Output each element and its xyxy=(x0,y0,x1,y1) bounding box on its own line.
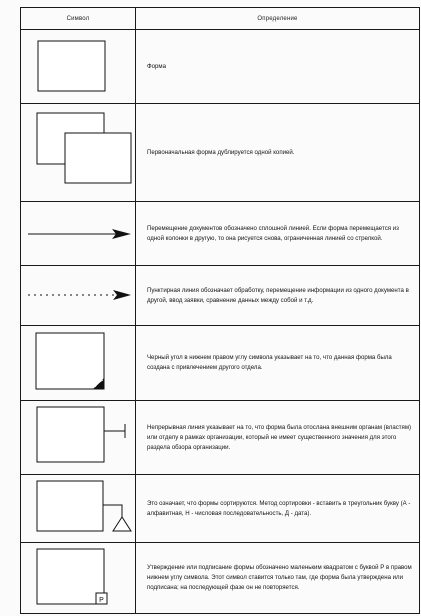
description-cell: Форма xyxy=(136,30,420,104)
table-row xyxy=(21,543,420,614)
external-line-form-icon xyxy=(21,401,135,474)
table-row xyxy=(21,30,420,104)
description-cell: Черный угол в нижнем правом углу символа указывает на то, что данная форма была создана с привлечением другого отдела. xyxy=(136,326,420,401)
description-cell: Первоначальная форма дублируется одной копией. xyxy=(136,104,420,202)
header-definition: Определение xyxy=(136,8,420,30)
table-row xyxy=(21,326,420,401)
description-cell: Это означает, что формы сортируются. Метод сортировки - вставить в треугольник букву (А - алфавитная, Н - числовая последовательность, Д - дата). xyxy=(136,475,420,543)
description-cell: Перемещение документов обозначено сплошной линией. Если форма перемещается из одной колонки в другую, то она рисуется снова, ограниченная линией со стрелкой. xyxy=(136,202,420,266)
solid-arrow-icon xyxy=(21,202,135,265)
form-symbol-icon xyxy=(21,30,135,103)
symbol-cell xyxy=(21,202,136,266)
approval-letter: P xyxy=(99,597,104,604)
symbol-cell xyxy=(21,326,136,401)
table-row xyxy=(21,104,420,202)
symbol-cell xyxy=(21,401,136,475)
table-row xyxy=(21,475,420,543)
black-corner-form-icon xyxy=(21,326,135,400)
header-symbol: Символ xyxy=(21,8,136,30)
description-cell: Непрерывная линия указывает на то, что форма была отослана внешним органам (властям) или отделу в рамках организации, который не имеет существенного значения для этого раздела обзора организации. xyxy=(136,401,420,475)
header-row xyxy=(21,8,420,30)
symbol-cell xyxy=(21,543,136,614)
symbol-cell xyxy=(21,104,136,202)
symbol-legend-table xyxy=(20,7,420,614)
approval-form-icon xyxy=(21,543,135,613)
table-row xyxy=(21,266,420,326)
description-cell: Пунктирная линия обозначает обработку, перемещение информации из одного документа в другой, ввод заявки, сравнение данных между собой и т.д. xyxy=(136,266,420,326)
table-row xyxy=(21,401,420,475)
symbol-cell xyxy=(21,30,136,104)
description-cell: Утверждение или подписание формы обозначено маленьким квадратом с буквой Р в правом нижнем углу символа. Этот символ ставится только там, где форма была утверждена или подписана; на последующей фазе он не повторяется. xyxy=(136,543,420,614)
symbol-cell xyxy=(21,475,136,543)
sort-triangle-form-icon xyxy=(21,475,135,542)
dashed-arrow-icon xyxy=(21,266,135,325)
symbol-cell xyxy=(21,266,136,326)
table-row xyxy=(21,202,420,266)
duplicate-form-icon xyxy=(21,104,135,201)
